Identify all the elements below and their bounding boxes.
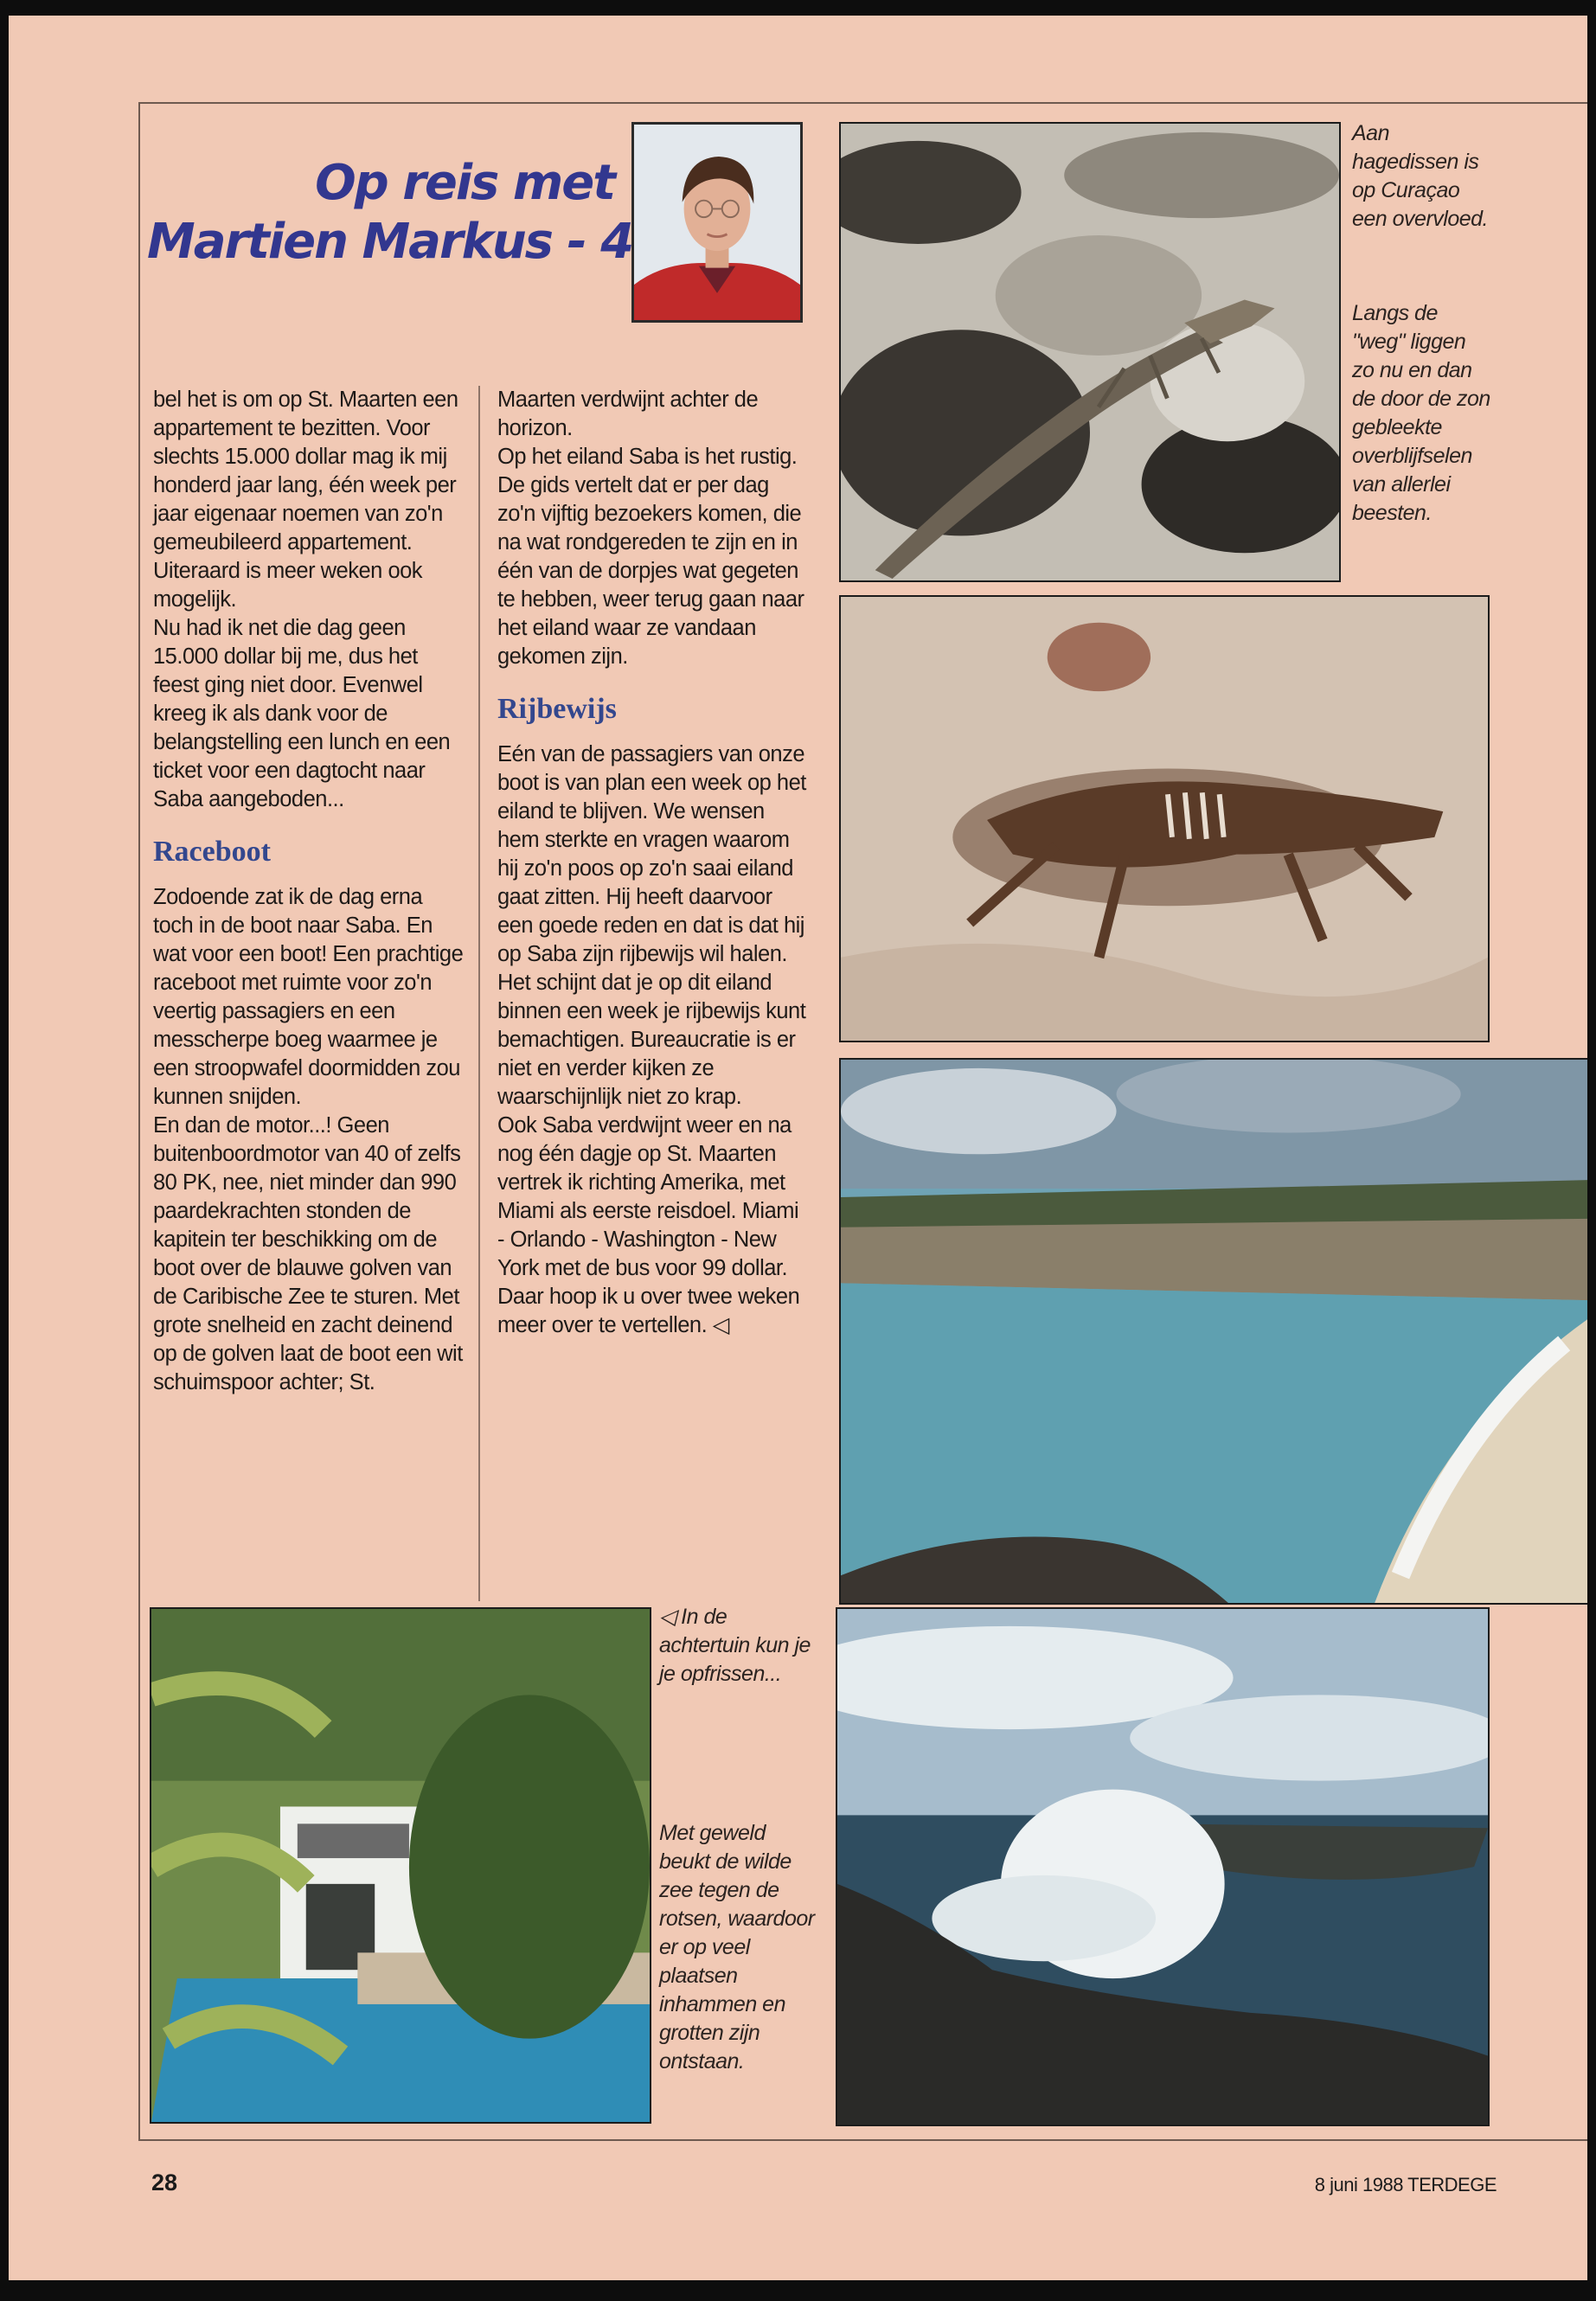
caption-lizards: Aan hagedissen is op Curaçao een overvloed. xyxy=(1352,121,1489,231)
photo-garden-pool xyxy=(150,1607,651,2124)
title-line-2: Martien Markus - 4 xyxy=(147,214,633,270)
photo-waves-on-rocks xyxy=(836,1607,1490,2126)
photo-animal-remains xyxy=(839,595,1490,1042)
caption-sea: Met geweld beukt de wilde zee tegen de rotsen, waardoor er op veel plaatsen inhammen en grotten zijn ontstaan. xyxy=(659,1821,815,2073)
title-line-1: Op reis met xyxy=(315,155,614,211)
paragraph: Ook Saba verdwijnt weer en na nog één dagje op St. Maarten vertrek ik richting Amerika, met Miami als eerste reisdoel. Miami - Orlando - Washington - New York met de bus voor 99 dollar. xyxy=(497,1113,799,1280)
photo-lizard-on-rock xyxy=(839,122,1341,582)
article-column-1 xyxy=(153,386,465,1397)
paragraph: Daar hoop ik u over twee weken meer over te vertellen. ◁ xyxy=(497,1285,800,1337)
paragraph: bel het is om op St. Maarten een appartement te bezitten. Voor slechts 15.000 dollar mag ik mij honderd jaar lang, één week per jaar eigenaar noemen van zo'n gemeubileerd appartement. Uiteraard is meer weken ook mogelijk. xyxy=(153,388,458,612)
paragraph: Eén van de passagiers van onze boot is van plan een week op het eiland te blijven. We wensen hem sterkte en vragen waarom hij zo'n poos op zo'n saai eiland gaat zitten. Hij heeft daarvoor een goede reden en dat is dat hij op Saba zijn rijbewijs wil halen. Het schijnt dat je op dit eiland binnen een week je rijbewijs kunt bemachtigen. Bureaucratie is er niet en verder kijken ze waarschijnlijk niet zo krap. xyxy=(497,742,806,1109)
author-portrait xyxy=(631,122,803,323)
frame-rule-left xyxy=(138,102,140,2139)
caption-remains: Langs de "weg" liggen zo nu en dan de door de zon gebleekte overblijfselen van allerlei beesten. xyxy=(1352,301,1490,525)
article-title xyxy=(147,154,633,272)
subheading-rijbewijs: Rijbewijs xyxy=(497,693,617,725)
photo-coastal-bay xyxy=(839,1058,1587,1605)
frame-rule-top xyxy=(138,102,1587,104)
paragraph: En dan de motor...! Geen buitenboordmotor van 40 of zelfs 80 PK, nee, niet minder dan 990 paardekrachten stonden de kapitein ter beschikking om de boot over de blauwe golven van de Caribische Zee te sturen. Met grote snelheid en zacht deinend op de golven laat de boot een wit schuimspoor achter; St. xyxy=(153,1113,463,1394)
magazine-page xyxy=(9,16,1587,2280)
paragraph: Op het eiland Saba is het rustig. De gids vertelt dat er per dag zo'n vijftig bezoekers komen, die na wat rondgereden te zijn en in één van de dorpjes wat gegeten te hebben, weer terug gaan naar het eiland waar ze vandaan gekomen zijn. xyxy=(497,445,804,669)
page-number: 28 xyxy=(151,2170,178,2195)
column-divider xyxy=(478,386,480,1601)
frame-rule-bottom xyxy=(138,2139,1587,2141)
article-column-2 xyxy=(497,386,809,1340)
caption-garden: ◁ In de achtertuin kun je je opfrissen... xyxy=(659,1605,811,1686)
paragraph: Nu had ik net die dag geen 15.000 dollar bij me, dus het feest ging niet door. Evenwel kreeg ik als dank voor de belangstelling een lunch en een ticket voor een dagtocht naar Saba aangeboden... xyxy=(153,616,451,811)
subheading-raceboot: Raceboot xyxy=(153,836,271,868)
issue-date: 8 juni 1988 TERDEGE xyxy=(1314,2174,1497,2195)
paragraph: Maarten verdwijnt achter de horizon. xyxy=(497,388,759,440)
paragraph: Zodoende zat ik de dag erna toch in de boot naar Saba. En wat voor een boot! Een prachtige raceboot met ruimte voor zo'n veertig passagiers en een messcherpe boeg waarmee je een stroopwafel doormidden zou kunnen snijden. xyxy=(153,885,464,1109)
